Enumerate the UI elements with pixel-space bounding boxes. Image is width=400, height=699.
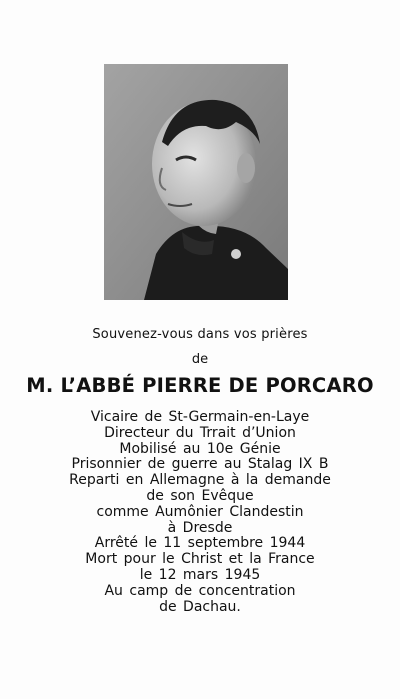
bio-line: Reparti en Allemagne à la demande <box>69 472 331 489</box>
bio-line: comme Aumônier Clandestin <box>96 503 304 520</box>
remember-line: Souvenez-vous dans vos prières <box>92 327 308 342</box>
portrait-photo-icon <box>104 64 288 300</box>
page-title: M. L’ABBÉ PIERRE DE PORCARO <box>26 374 374 397</box>
de-line: de <box>191 352 209 367</box>
biography-list <box>0 410 400 615</box>
bio-line: Mobilisé au 10e Génie <box>119 440 281 457</box>
bio-line: de son Evêque <box>146 487 254 504</box>
bio-line: Prisonnier de guerre au Stalag IX B <box>71 456 329 473</box>
bio-line: Mort pour le Christ et la France <box>85 551 315 568</box>
portrait-photo <box>104 64 288 300</box>
bio-line: à Dresde <box>167 519 233 536</box>
bio-line: de Dachau. <box>159 598 241 615</box>
bio-line: Vicaire de St-Germain-en-Laye <box>90 409 310 425</box>
bio-line: Arrêté le 11 septembre 1944 <box>94 535 306 552</box>
bio-line: le 12 mars 1945 <box>139 566 261 583</box>
bio-line: Au camp de concentration <box>104 582 296 599</box>
bio-line: Directeur du Trrait d’Union <box>104 424 296 441</box>
